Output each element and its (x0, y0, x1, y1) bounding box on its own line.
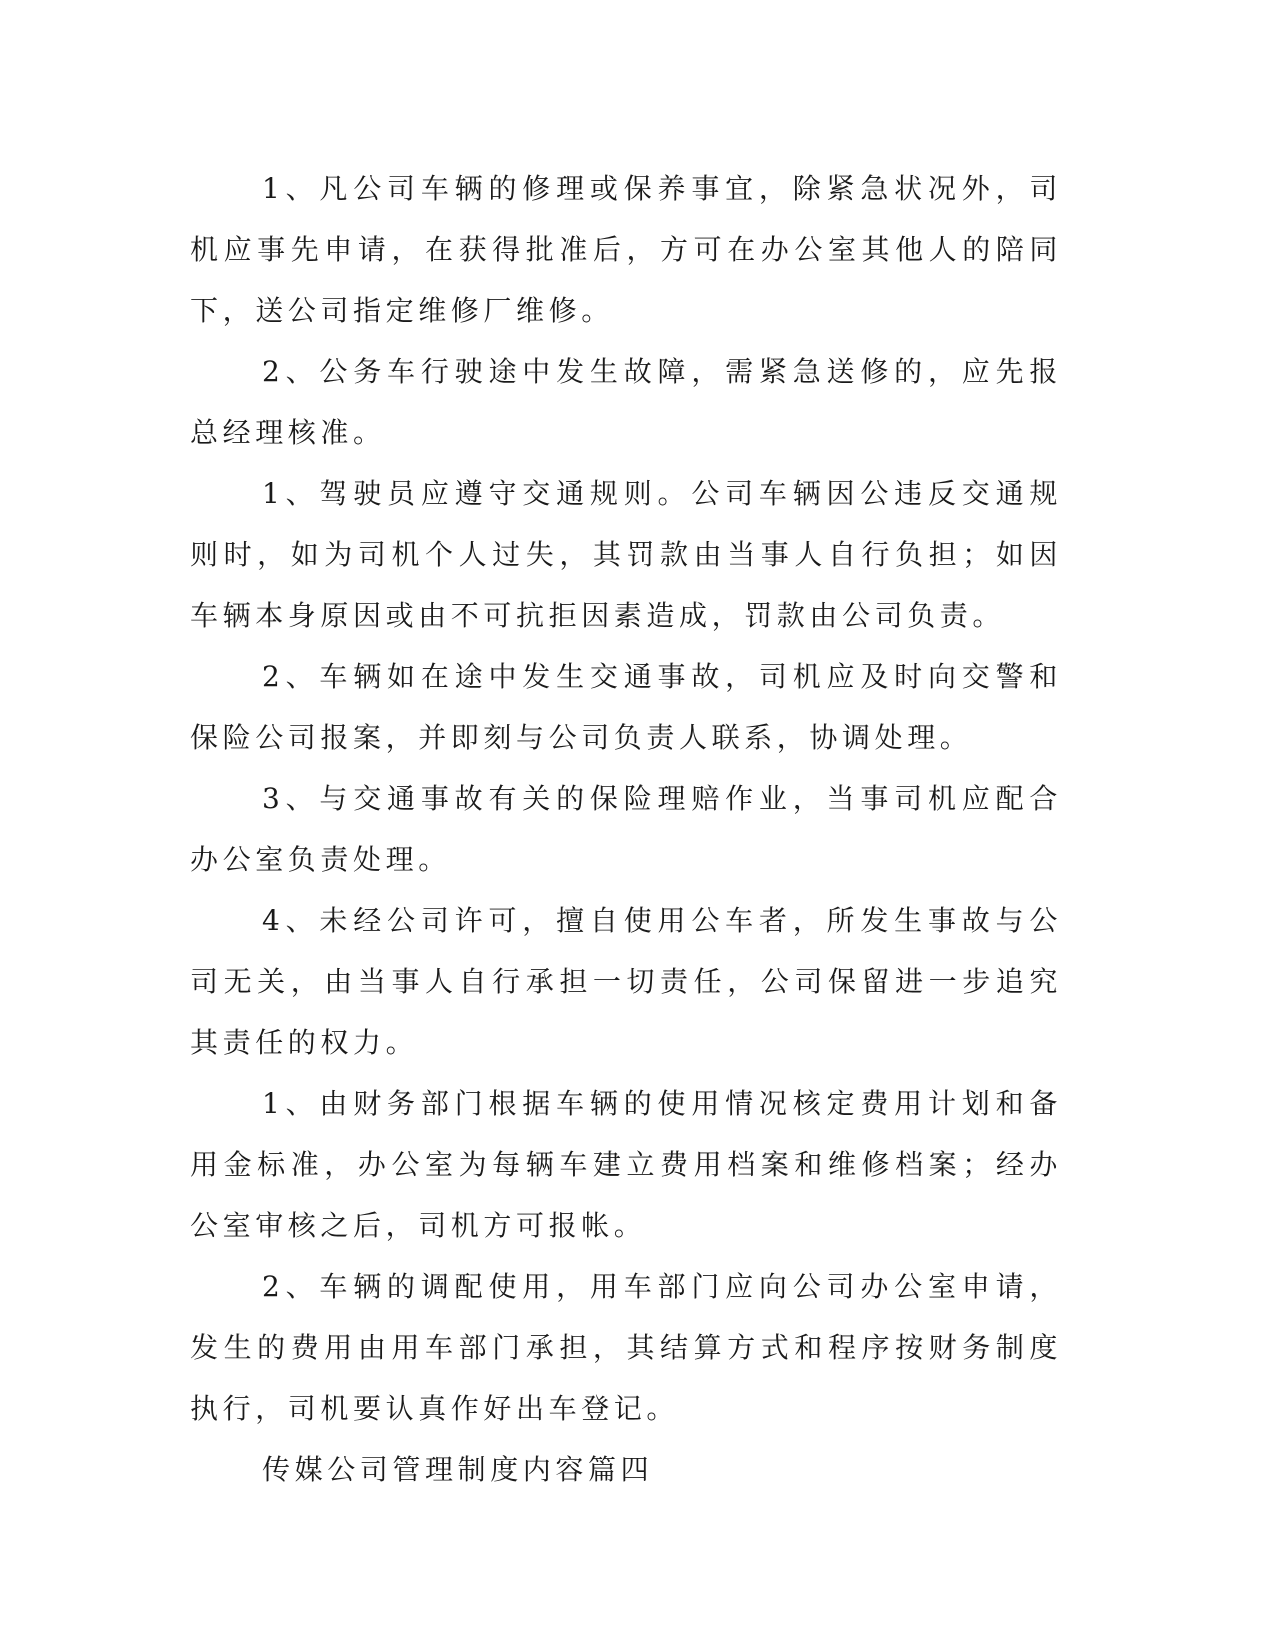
section-heading: 传媒公司管理制度内容篇四 (262, 1453, 654, 1486)
paragraph-repair-application: 1、凡公司车辆的修理或保养事宜，除紧急状况外，司机应事先申请，在获得批准后，方可在办公室其他人的陪同下，送公司指定维修厂维修。 (190, 172, 1062, 327)
paragraph-traffic-accident: 2、车辆如在途中发生交通事故，司机应及时向交警和保险公司报案，并即刻与公司负责人联系，协调处理。 (190, 660, 1062, 754)
paragraph-vehicle-dispatch: 2、车辆的调配使用，用车部门应向公司办公室申请，发生的费用由用车部门承担，其结算方式和程序按财务制度执行，司机要认真作好出车登记。 (190, 1270, 1062, 1425)
paragraph-unauthorized-use: 4、未经公司许可，擅自使用公车者，所发生事故与公司无关，由当事人自行承担一切责任，公司保留进一步追究其责任的权力。 (190, 904, 1062, 1059)
paragraph-roadside-breakdown: 2、公务车行驶途中发生故障，需紧急送修的，应先报总经理核准。 (190, 355, 1062, 449)
paragraph-traffic-rules: 1、驾驶员应遵守交通规则。公司车辆因公违反交通规则时，如为司机个人过失，其罚款由当事人自行负担；如因车辆本身原因或由不可抗拒因素造成，罚款由公司负责。 (190, 477, 1062, 632)
paragraph-insurance-claims: 3、与交通事故有关的保险理赔作业，当事司机应配合办公室负责处理。 (190, 782, 1062, 876)
paragraph-expense-plan: 1、由财务部门根据车辆的使用情况核定费用计划和备用金标准，办公室为每辆车建立费用档案和维修档案；经办公室审核之后，司机方可报帐。 (190, 1087, 1062, 1242)
document-body (190, 158, 1062, 1500)
